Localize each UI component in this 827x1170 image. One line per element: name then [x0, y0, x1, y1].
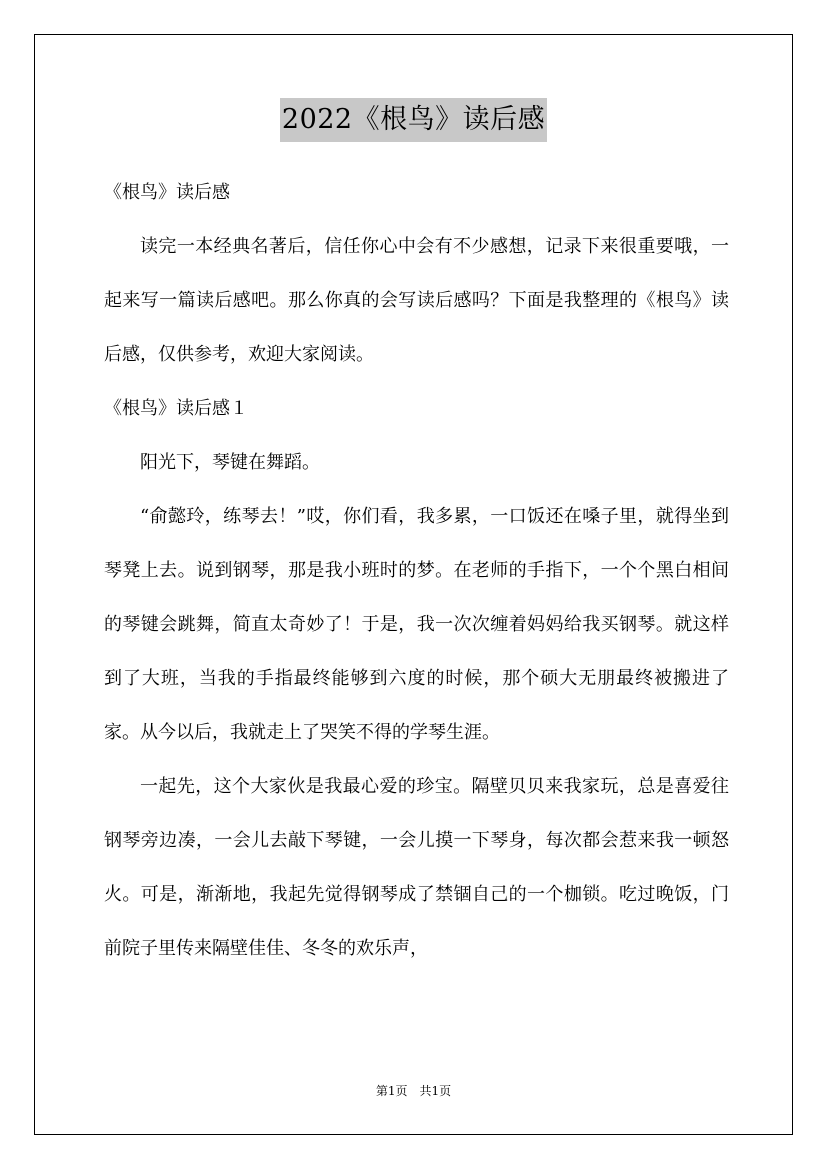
subheading-essay-1: 《根鸟》读后感１ — [104, 398, 248, 419]
document-title: 2022《根鸟》读后感 — [280, 98, 547, 142]
body-paragraph-3: 一起先，这个大家伙是我最心爱的珍宝。隔壁贝贝来我家玩，总是喜爱往钢琴旁边凑，一会儿去敲下琴键，一会儿摸一下琴身，每次都会惹来我一顿怒火。可是，渐渐地，我起先觉得钢琴成了禁锢自己的一个枷锁。吃过晚饭，门前院子里传来隔壁佳佳、冬冬的欢乐声， — [104, 776, 729, 959]
intro-paragraph: 读完一本经典名著后，信任你心中会有不少感想，记录下来很重要哦，一起来写一篇读后感吧。那么你真的会写读后感吗？下面是我整理的《根鸟》读后感，仅供参考，欢迎大家阅读。 — [104, 236, 729, 365]
document-body — [104, 166, 729, 976]
body-paragraph-1: 阳光下，琴键在舞蹈。 — [140, 452, 320, 473]
title-container — [0, 98, 827, 142]
subheading-main: 《根鸟》读后感 — [104, 182, 230, 203]
body-paragraph-2: “俞懿玲，练琴去！”哎，你们看，我多累，一口饭还在嗓子里，就得坐到琴凳上去。说到钢琴，那是我小班时的梦。在老师的手指下，一个个黑白相间的琴键会跳舞，简直太奇妙了！于是，我一次次缠着妈妈给我买钢琴。就这样到了大班，当我的手指最终能够到六度的时候，那个硕大无朋最终被搬进了家。从今以后，我就走上了哭笑不得的学琴生涯。 — [104, 506, 729, 743]
page-footer: 第1页 共1页 — [375, 1084, 452, 1098]
